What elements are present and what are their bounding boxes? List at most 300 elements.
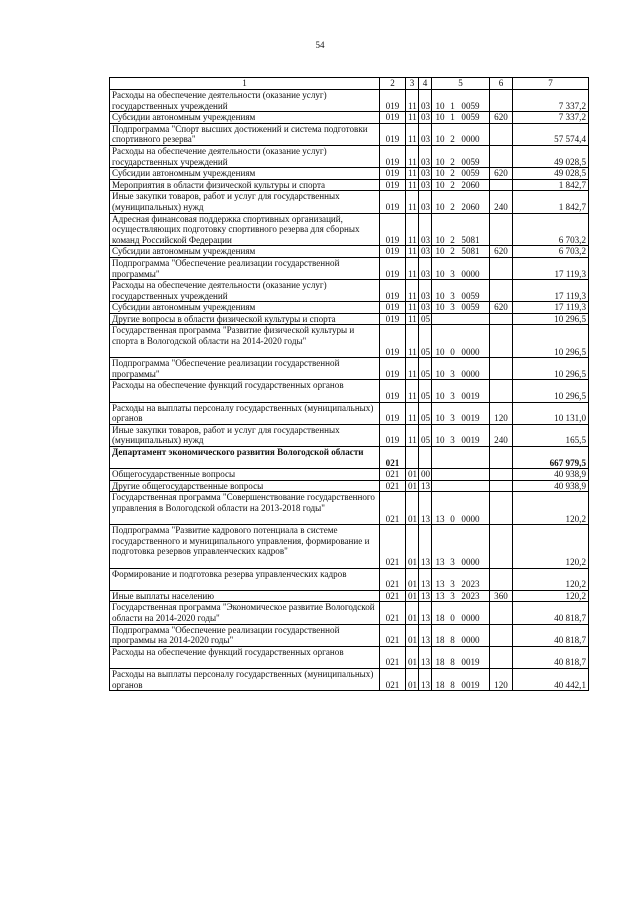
expense-type-code	[490, 568, 513, 590]
section-code: 01	[406, 590, 419, 602]
table-row	[110, 602, 589, 624]
program-code	[432, 492, 490, 525]
program-code-part: 0000	[461, 612, 480, 623]
program-code-part: 0	[450, 346, 455, 357]
amount: 10 296,5	[513, 313, 589, 325]
amount: 49 028,5	[513, 168, 589, 180]
section-code: 11	[406, 145, 419, 167]
ministry-code: 019	[380, 313, 406, 325]
program-code-part: 2	[450, 201, 455, 212]
program-code-part: 2	[450, 234, 455, 245]
expense-type-code	[490, 313, 513, 325]
row-name: Субсидии автономным учреждениям	[110, 302, 380, 314]
section-code: 11	[406, 90, 419, 112]
expense-type-code	[490, 179, 513, 191]
ministry-code: 019	[380, 112, 406, 124]
amount: 6 703,2	[513, 213, 589, 246]
row-name: Расходы на обеспечение функций государственных органов	[110, 380, 380, 402]
amount: 10 296,5	[513, 380, 589, 402]
program-code-part: 5081	[461, 246, 480, 257]
row-name: Расходы на обеспечение деятельности (оказание услуг) государственных учреждений	[110, 145, 380, 167]
table-row	[110, 179, 589, 191]
table-row	[110, 380, 589, 402]
section-code: 11	[406, 168, 419, 180]
program-code-part: 0000	[461, 346, 480, 357]
amount: 17 119,3	[513, 302, 589, 314]
ministry-code: 021	[380, 469, 406, 481]
program-code-part: 13	[435, 579, 445, 590]
subsection-code: 05	[419, 313, 432, 325]
program-code-part: 0000	[461, 134, 480, 145]
program-code-part: 2	[450, 156, 455, 167]
section-code: 01	[406, 469, 419, 481]
program-code-part: 0059	[461, 302, 480, 313]
table-row	[110, 123, 589, 145]
subsection-code	[419, 447, 432, 469]
program-code-part: 3	[450, 413, 455, 424]
program-code	[432, 668, 490, 690]
section-code: 01	[406, 668, 419, 690]
row-name: Подпрограмма "Обеспечение реализации государственной программы"	[110, 257, 380, 279]
row-name: Подпрограмма "Спорт высших достижений и система подготовки спортивного резерва"	[110, 123, 380, 145]
table-row	[110, 280, 589, 302]
section-code: 11	[406, 280, 419, 302]
amount: 40 818,7	[513, 646, 589, 668]
program-code-part: 10	[435, 134, 445, 145]
program-code-part: 0019	[461, 435, 480, 446]
expense-type-code: 240	[490, 424, 513, 446]
expense-type-code	[490, 469, 513, 481]
subsection-code: 03	[419, 179, 432, 191]
program-code-part: 0019	[461, 679, 480, 690]
header-cell: 3	[406, 78, 419, 90]
program-code-part: 10	[435, 302, 445, 313]
program-code-part: 10	[435, 156, 445, 167]
expense-type-code	[490, 480, 513, 492]
program-code	[432, 257, 490, 279]
program-code-part: 5081	[461, 234, 480, 245]
page-number: 54	[315, 40, 325, 50]
table-row	[110, 424, 589, 446]
ministry-code: 021	[380, 447, 406, 469]
table-row	[110, 480, 589, 492]
program-code-part: 2060	[461, 179, 480, 190]
program-code	[432, 602, 490, 624]
row-name: Иные выплаты населению	[110, 590, 380, 602]
program-code	[432, 646, 490, 668]
program-code-part: 3	[450, 435, 455, 446]
ministry-code: 019	[380, 191, 406, 213]
ministry-code: 019	[380, 280, 406, 302]
amount: 7 337,2	[513, 112, 589, 124]
table-row	[110, 246, 589, 258]
table-row	[110, 646, 589, 668]
subsection-code: 03	[419, 280, 432, 302]
header-cell: 6	[490, 78, 513, 90]
header-cell: 5	[432, 78, 490, 90]
ministry-code: 019	[380, 179, 406, 191]
header-cell: 4	[419, 78, 432, 90]
section-code: 11	[406, 123, 419, 145]
expense-type-code	[490, 447, 513, 469]
expense-type-code	[490, 380, 513, 402]
row-name: Расходы на выплаты персоналу государственных (муниципальных) органов	[110, 402, 380, 424]
table-row	[110, 469, 589, 481]
ministry-code: 021	[380, 590, 406, 602]
table-row	[110, 402, 589, 424]
program-code	[432, 123, 490, 145]
program-code-part: 10	[435, 413, 445, 424]
section-code: 11	[406, 213, 419, 246]
program-code-part: 10	[435, 391, 445, 402]
subsection-code: 03	[419, 145, 432, 167]
program-code	[432, 313, 490, 325]
amount: 57 574,4	[513, 123, 589, 145]
section-code: 01	[406, 492, 419, 525]
program-code-part: 0000	[461, 557, 480, 567]
ministry-code: 019	[380, 424, 406, 446]
table-row	[110, 168, 589, 180]
program-code-part: 10	[435, 346, 445, 357]
row-name: Другие вопросы в области физической культуры и спорта	[110, 313, 380, 325]
row-name: Подпрограмма "Обеспечение реализации государственной программы на 2014-2020 годы"	[110, 624, 380, 646]
section-code: 11	[406, 325, 419, 358]
program-code	[432, 568, 490, 590]
amount: 40 442,1	[513, 668, 589, 690]
section-code: 11	[406, 191, 419, 213]
amount: 165,5	[513, 424, 589, 446]
program-code-part: 0000	[461, 635, 480, 646]
expense-type-code: 620	[490, 168, 513, 180]
row-name: Государственная программа "Экономическое развитие Вологодской области на 2014-2020 годы"	[110, 602, 380, 624]
program-code	[432, 179, 490, 191]
section-code: 01	[406, 624, 419, 646]
section-code: 11	[406, 313, 419, 325]
expense-type-code: 240	[490, 191, 513, 213]
budget-table	[109, 77, 589, 691]
section-code: 11	[406, 380, 419, 402]
ministry-code: 019	[380, 380, 406, 402]
ministry-code: 021	[380, 602, 406, 624]
row-name: Государственная программа "Развитие физической культуры и спорта в Вологодской области на 2014-2020 годы"	[110, 325, 380, 358]
program-code-part: 8	[450, 657, 455, 668]
subsection-code: 13	[419, 590, 432, 602]
section-code: 11	[406, 402, 419, 424]
amount: 1 842,7	[513, 191, 589, 213]
section-code: 11	[406, 112, 419, 124]
program-code-part: 2060	[461, 201, 480, 212]
program-code-part: 18	[435, 679, 445, 690]
subsection-code: 03	[419, 112, 432, 124]
row-name: Иные закупки товаров, работ и услуг для государственных (муниципальных) нужд	[110, 424, 380, 446]
subsection-code: 03	[419, 257, 432, 279]
program-code	[432, 358, 490, 380]
program-code-part: 10	[435, 112, 445, 123]
program-code	[432, 246, 490, 258]
subsection-code: 13	[419, 602, 432, 624]
expense-type-code: 620	[490, 112, 513, 124]
program-code	[432, 424, 490, 446]
program-code	[432, 213, 490, 246]
program-code-part: 0059	[461, 156, 480, 167]
program-code-part: 10	[435, 179, 445, 190]
program-code-part: 10	[435, 435, 445, 446]
section-code: 11	[406, 358, 419, 380]
ministry-code: 019	[380, 257, 406, 279]
table-row	[110, 112, 589, 124]
row-name: Расходы на обеспечение функций государственных органов	[110, 646, 380, 668]
program-code	[432, 380, 490, 402]
program-code	[432, 191, 490, 213]
header-cell: 2	[380, 78, 406, 90]
expense-type-code	[490, 624, 513, 646]
table-row	[110, 624, 589, 646]
subsection-code: 05	[419, 424, 432, 446]
program-code-part: 18	[435, 657, 445, 668]
table-row	[110, 213, 589, 246]
section-code: 01	[406, 646, 419, 668]
ministry-code: 019	[380, 246, 406, 258]
table-row	[110, 191, 589, 213]
program-code-part: 10	[435, 168, 445, 179]
program-code-part: 3	[450, 368, 455, 379]
program-code-part: 3	[450, 302, 455, 313]
expense-type-code	[490, 213, 513, 246]
subsection-code: 05	[419, 358, 432, 380]
section-code: 01	[406, 602, 419, 624]
program-code	[432, 402, 490, 424]
section-code: 11	[406, 179, 419, 191]
ministry-code: 021	[380, 646, 406, 668]
program-code-part: 2023	[461, 590, 480, 601]
program-code-part: 10	[435, 368, 445, 379]
program-code-part: 0059	[461, 168, 480, 179]
expense-type-code: 620	[490, 302, 513, 314]
table-row	[110, 257, 589, 279]
expense-type-code: 360	[490, 590, 513, 602]
ministry-code: 021	[380, 525, 406, 568]
section-code: 11	[406, 424, 419, 446]
amount: 120,2	[513, 568, 589, 590]
program-code-part: 0019	[461, 391, 480, 402]
section-code: 11	[406, 302, 419, 314]
expense-type-code	[490, 646, 513, 668]
expense-type-code	[490, 90, 513, 112]
expense-type-code: 120	[490, 402, 513, 424]
program-code	[432, 280, 490, 302]
subsection-code: 13	[419, 668, 432, 690]
program-code	[432, 480, 490, 492]
amount: 40 938,9	[513, 480, 589, 492]
row-name: Субсидии автономным учреждениям	[110, 168, 380, 180]
expense-type-code	[490, 492, 513, 525]
ministry-code: 021	[380, 568, 406, 590]
program-code-part: 10	[435, 201, 445, 212]
header-cell: 7	[513, 78, 589, 90]
ministry-code: 021	[380, 480, 406, 492]
amount: 1 842,7	[513, 179, 589, 191]
program-code-part: 0000	[461, 268, 480, 279]
expense-type-code	[490, 123, 513, 145]
expense-type-code	[490, 145, 513, 167]
program-code-part: 0019	[461, 413, 480, 424]
expense-type-code	[490, 358, 513, 380]
table-row	[110, 90, 589, 112]
program-code-part: 3	[450, 290, 455, 301]
row-name: Расходы на обеспечение деятельности (оказание услуг) государственных учреждений	[110, 280, 380, 302]
program-code-part: 10	[435, 268, 445, 279]
program-code-part: 8	[450, 635, 455, 646]
amount: 120,2	[513, 525, 589, 568]
row-name: Адресная финансовая поддержка спортивных организаций, осуществляющих подготовку спортивного резерва для сборных команд Российской Федерации	[110, 213, 380, 246]
amount: 17 119,3	[513, 257, 589, 279]
program-code	[432, 325, 490, 358]
program-code-part: 0000	[461, 513, 480, 524]
program-code-part: 10	[435, 246, 445, 257]
subsection-code: 03	[419, 213, 432, 246]
program-code	[432, 145, 490, 167]
program-code-part: 0019	[461, 657, 480, 668]
program-code-part: 3	[450, 590, 455, 601]
amount: 667 979,5	[513, 447, 589, 469]
ministry-code: 019	[380, 90, 406, 112]
ministry-code: 019	[380, 402, 406, 424]
subsection-code: 05	[419, 380, 432, 402]
amount: 49 028,5	[513, 145, 589, 167]
program-code-part: 13	[435, 590, 445, 601]
amount: 40 938,9	[513, 469, 589, 481]
expense-type-code: 120	[490, 668, 513, 690]
program-code-part: 2023	[461, 579, 480, 590]
expense-type-code	[490, 602, 513, 624]
ministry-code: 021	[380, 668, 406, 690]
program-code-part: 18	[435, 635, 445, 646]
table-row	[110, 668, 589, 690]
program-code-part: 13	[435, 557, 445, 567]
row-name: Субсидии автономным учреждениям	[110, 112, 380, 124]
header-cell: 1	[110, 78, 380, 90]
table-row	[110, 492, 589, 525]
row-name: Мероприятия в области физической культуры и спорта	[110, 179, 380, 191]
program-code	[432, 624, 490, 646]
table-row	[110, 145, 589, 167]
row-name: Подпрограмма "Обеспечение реализации государственной программы"	[110, 358, 380, 380]
table-header-row	[110, 78, 589, 90]
table-row	[110, 525, 589, 568]
program-code-part: 1	[450, 112, 455, 123]
expense-type-code	[490, 325, 513, 358]
ministry-code: 019	[380, 325, 406, 358]
row-name: Формирование и подготовка резерва управленческих кадров	[110, 568, 380, 590]
table-row	[110, 325, 589, 358]
row-name: Субсидии автономным учреждениям	[110, 246, 380, 258]
ministry-code: 019	[380, 213, 406, 246]
amount: 120,2	[513, 492, 589, 525]
expense-type-code: 620	[490, 246, 513, 258]
program-code	[432, 168, 490, 180]
subsection-code: 13	[419, 492, 432, 525]
table-row	[110, 302, 589, 314]
section-code: 11	[406, 246, 419, 258]
program-code-part: 0059	[461, 100, 480, 111]
ministry-code: 021	[380, 492, 406, 525]
ministry-code: 019	[380, 168, 406, 180]
amount: 40 818,7	[513, 602, 589, 624]
amount: 120,2	[513, 590, 589, 602]
row-name: Другие общегосударственные вопросы	[110, 480, 380, 492]
ministry-code: 019	[380, 302, 406, 314]
row-name: Расходы на обеспечение деятельности (оказание услуг) государственных учреждений	[110, 90, 380, 112]
subsection-code: 03	[419, 246, 432, 258]
program-code	[432, 525, 490, 568]
table-row	[110, 447, 589, 469]
row-name: Подпрограмма "Развитие кадрового потенциала в системе государственного и муниципального управления, формирование и подготовка резервов управленческих кадров"	[110, 525, 380, 568]
section-code: 01	[406, 525, 419, 568]
program-code	[432, 469, 490, 481]
table-row	[110, 590, 589, 602]
expense-type-code	[490, 525, 513, 568]
program-code-part: 3	[450, 579, 455, 590]
program-code-part: 8	[450, 679, 455, 690]
program-code-part: 3	[450, 268, 455, 279]
subsection-code: 13	[419, 525, 432, 568]
program-code-part: 18	[435, 612, 445, 623]
program-code-part: 2	[450, 246, 455, 257]
amount: 7 337,2	[513, 90, 589, 112]
program-code-part: 3	[450, 557, 455, 567]
ministry-code: 021	[380, 624, 406, 646]
section-code	[406, 447, 419, 469]
program-code-part: 0000	[461, 368, 480, 379]
amount: 17 119,3	[513, 280, 589, 302]
row-name: Расходы на выплаты персоналу государственных (муниципальных) органов	[110, 668, 380, 690]
program-code	[432, 302, 490, 314]
table-row	[110, 358, 589, 380]
section-code: 01	[406, 568, 419, 590]
table-row	[110, 313, 589, 325]
amount: 10 131,0	[513, 402, 589, 424]
program-code	[432, 112, 490, 124]
subsection-code: 05	[419, 325, 432, 358]
program-code-part: 2	[450, 134, 455, 145]
amount: 10 296,5	[513, 325, 589, 358]
row-name: Государственная программа "Совершенствование государственного управления в Вологодской области на 2013-2018 годы"	[110, 492, 380, 525]
program-code-part: 10	[435, 290, 445, 301]
subsection-code: 00	[419, 469, 432, 481]
subsection-code: 03	[419, 123, 432, 145]
table-row	[110, 568, 589, 590]
program-code	[432, 590, 490, 602]
row-name: Общегосударственные вопросы	[110, 469, 380, 481]
subsection-code: 03	[419, 191, 432, 213]
ministry-code: 019	[380, 145, 406, 167]
amount: 10 296,5	[513, 358, 589, 380]
row-name: Департамент экономического развития Вологодской области	[110, 447, 380, 469]
expense-type-code	[490, 257, 513, 279]
program-code-part: 13	[435, 513, 445, 524]
program-code-part: 3	[450, 391, 455, 402]
subsection-code: 03	[419, 302, 432, 314]
subsection-code: 13	[419, 624, 432, 646]
amount: 6 703,2	[513, 246, 589, 258]
amount: 40 818,7	[513, 624, 589, 646]
program-code-part: 0	[450, 612, 455, 623]
program-code-part: 0059	[461, 112, 480, 123]
program-code-part: 2	[450, 179, 455, 190]
program-code	[432, 90, 490, 112]
program-code-part: 10	[435, 234, 445, 245]
program-code-part: 1	[450, 100, 455, 111]
